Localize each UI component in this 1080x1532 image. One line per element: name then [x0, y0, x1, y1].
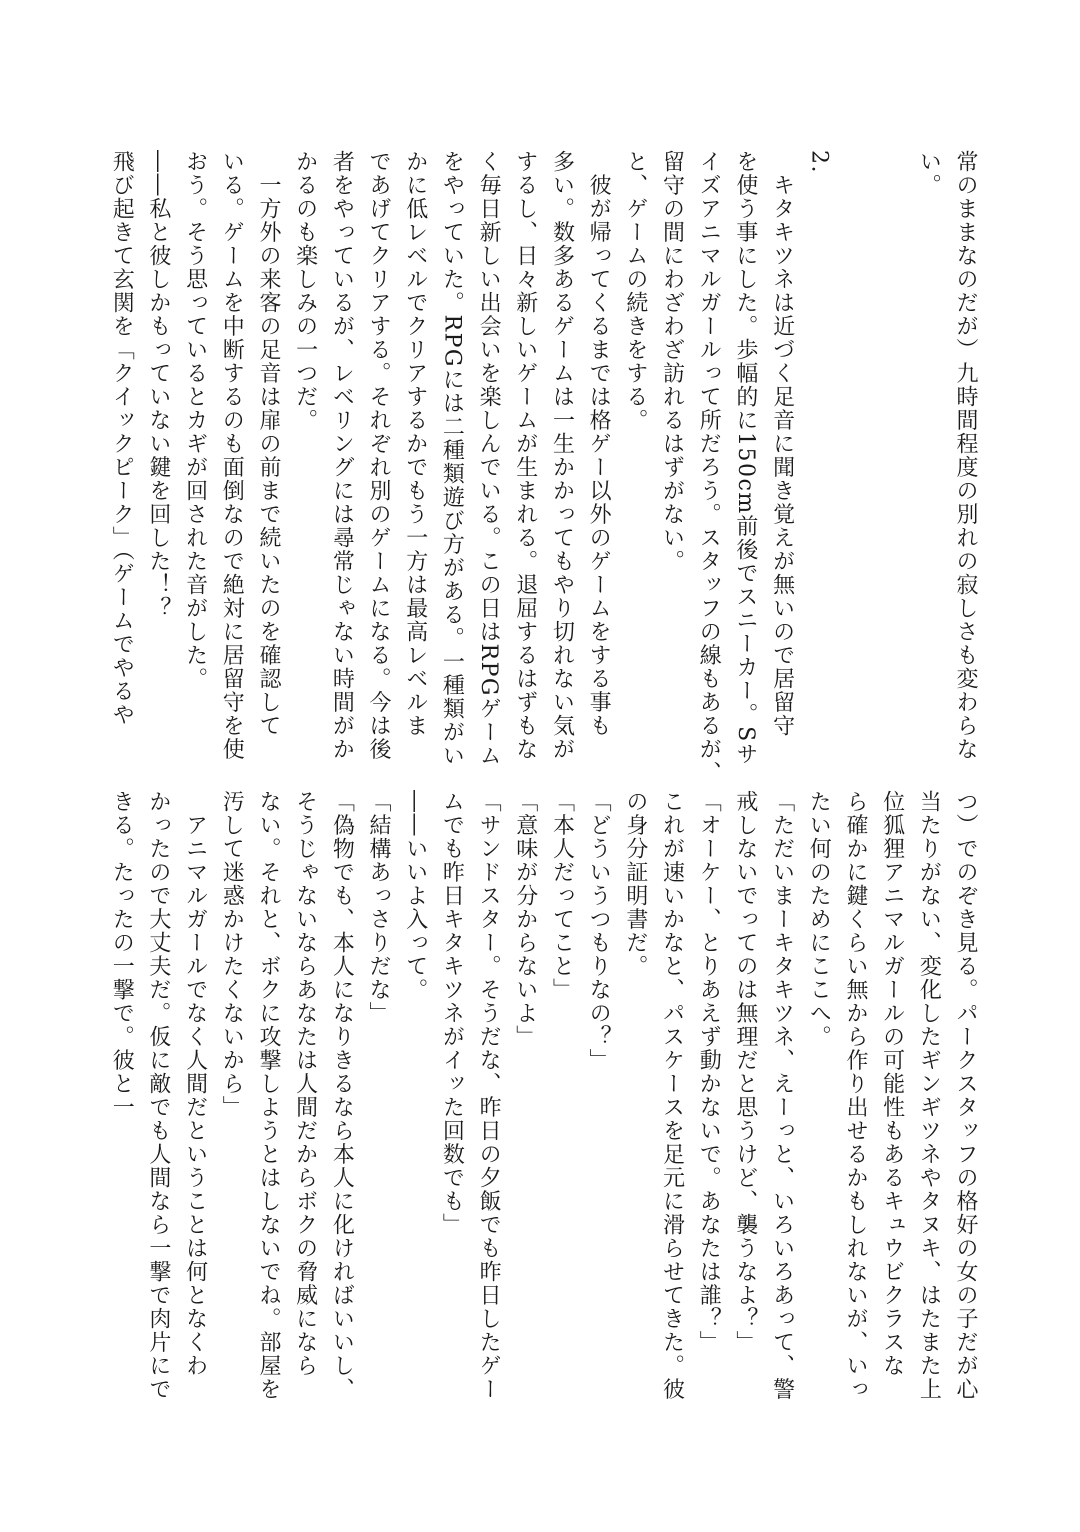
text-block-bottom: [102, 790, 983, 1450]
text-column: 「どういうつもりなの？」: [586, 790, 612, 1072]
text-column: 位狐狸アニマルガールの可能性もあるキュウビクラスな: [879, 790, 905, 1378]
text-column: と、ゲームの続きをする。: [622, 150, 648, 432]
text-column: 当たりがない、変化したギンギツネやタヌキ、はたまた上: [916, 790, 942, 1401]
text-column: 留守の間にわざわざ訪れるはずがない。: [659, 150, 685, 573]
text-column: ムでも昨日キタキツネがイッた回数でも」: [439, 790, 465, 1237]
text-column: きる。たったの一撃で。彼と一: [109, 790, 135, 1119]
text-column: 多い。数多あるゲームは一生かかってもやり切れない気が: [549, 150, 575, 761]
text-column: かに低レベルでクリアするかでもう一方は最高レベルま: [402, 150, 428, 738]
text-column: 「意味が分からないよ」: [512, 790, 538, 1049]
text-column: つ）でのぞき見る。パークスタッフの格好の女の子だが心: [953, 790, 978, 1401]
text-column: 「ただいまーキタキツネ、えーっと、いろいろあって、警: [769, 790, 795, 1401]
text-column: するし、日々新しいゲームが生まれる。退屈するはずもな: [512, 150, 538, 761]
text-column: 「結構あっさりだな」: [366, 790, 391, 1025]
text-column: かったので大丈夫だ。仮に敵でも人間なら一撃で肉片にで: [145, 790, 171, 1401]
text-column: 彼が帰ってくるまでは格ゲー以外のゲームをする事も: [586, 150, 612, 738]
text-column: をやっていた。RPGには二種類遊び方がある。一種類がい: [439, 150, 465, 768]
text-column: ――私と彼しかもっていない鍵を回した！？: [145, 150, 171, 620]
text-column: 汚して迷惑かけたくないから」: [219, 790, 245, 1119]
text-column: ら確かに鍵くらい無から作り出せるかもしれないが、いっ: [842, 790, 868, 1401]
text-column: であげてクリアする。それぞれ別のゲームになる。今は後: [366, 150, 391, 761]
text-column: 2.: [806, 150, 832, 174]
text-column: 一方外の来客の足音は扉の前まで続いたのを確認して: [255, 150, 281, 738]
text-column: ない。それと、ボクに攻撃しようとはしないでね。部屋を: [255, 790, 281, 1401]
text-column: 「偽物でも、本人になりきるなら本人に化ければいいし、: [329, 790, 355, 1401]
text-column: これが速いかなと、パスケースを足元に滑らせてきた。彼: [659, 790, 685, 1401]
text-column: イズアニマルガールって所だろう。スタッフの線もあるが、: [696, 150, 722, 785]
text-column: 「オーケー、とりあえず動かないで。あなたは誰？」: [696, 790, 722, 1354]
text-column: かるのも楽しみの一つだ。: [292, 150, 318, 432]
text-column: ――いいよ入って。: [402, 790, 428, 1002]
text-column: 「本人だってこと」: [549, 790, 575, 1002]
text-column: キタキツネは近づく足音に聞き覚えが無いので居留守: [769, 150, 795, 738]
text-block-top: [102, 150, 983, 785]
text-column: 「サンドスター。そうだな、昨日の夕飯でも昨日したゲー: [476, 790, 502, 1401]
text-column: の身分証明書だ。: [622, 790, 648, 978]
text-column: 飛び起きて玄関を「クイックピーク」（ゲームでやるや: [109, 150, 135, 727]
text-column: を使う事にした。歩幅的に150cm前後でスニーカー。Sサ: [732, 150, 758, 767]
text-column: 常のままなのだが）九時間程度の別れの寂しさも変わらな: [953, 150, 978, 761]
text-column: そうじゃないならあなたは人間だからボクの脅威になら: [292, 790, 318, 1378]
text-column: たい何のためにここへ。: [806, 790, 832, 1049]
text-column: い。: [916, 150, 942, 197]
blank-column: [836, 150, 873, 770]
text-column: 戒しないでってのは無理だと思うけど、襲うなよ？」: [732, 790, 758, 1354]
text-column: く毎日新しい出会いを楽しんでいる。この日はRPGゲーム: [476, 150, 502, 768]
text-column: 者をやっているが、レベリングには尋常じゃない時間がか: [329, 150, 355, 761]
blank-column: [873, 150, 910, 770]
text-column: いる。ゲームを中断するのも面倒なので絶対に居留守を使: [219, 150, 245, 761]
text-column: おう。そう思っているとカギが回された音がした。: [182, 150, 208, 691]
text-column: アニマルガールでなく人間だということは何となくわ: [182, 790, 208, 1378]
